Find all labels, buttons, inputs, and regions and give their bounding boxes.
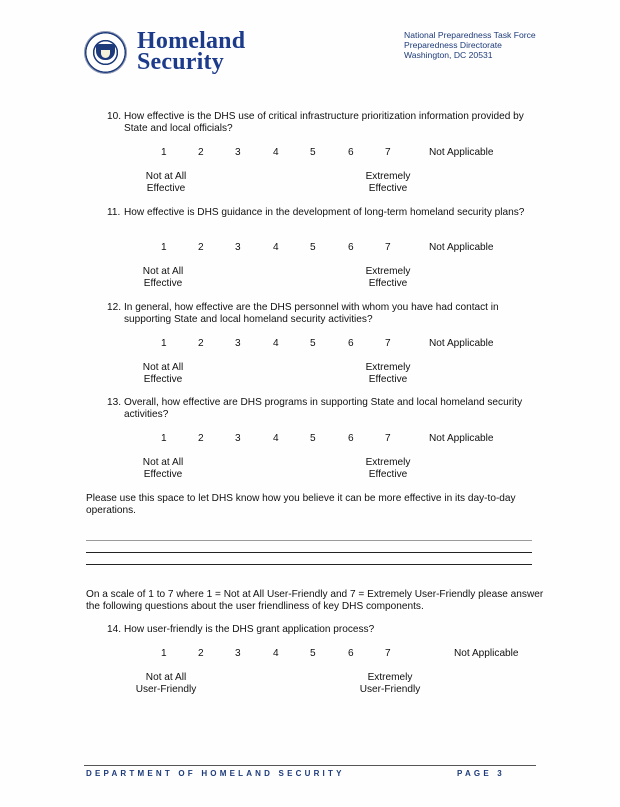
rating-option-4[interactable]: 4 (273, 338, 279, 349)
anchor-line: Effective (143, 278, 183, 289)
feedback-answer-line[interactable] (86, 552, 532, 553)
rating-option-1[interactable]: 1 (161, 433, 167, 444)
rating-option-6[interactable]: 6 (348, 147, 354, 158)
anchor-line: Effective (143, 374, 183, 385)
low-anchor-label (137, 457, 189, 481)
feedback-prompt: Please use this space to let DHS know how you believe it can be more effective in its day-to-day operations. (86, 493, 516, 516)
rating-option-1[interactable]: 1 (161, 147, 167, 158)
high-anchor-label (355, 672, 425, 696)
footer-divider (84, 765, 536, 766)
rating-option-5[interactable]: 5 (310, 338, 316, 349)
rating-option-7[interactable]: 7 (385, 338, 391, 349)
question-text: In general, how effective are the DHS personnel with whom you have had contact in supporting State and local homeland security activities? (124, 302, 499, 325)
rating-option-6[interactable]: 6 (348, 242, 354, 253)
rating-option-1[interactable]: 1 (161, 648, 167, 659)
anchor-line: Extremely (365, 362, 411, 373)
rating-option-6[interactable]: 6 (348, 338, 354, 349)
rating-option-3[interactable]: 3 (235, 147, 241, 158)
address-line: Washington, DC 20531 (404, 50, 493, 60)
rating-option-4[interactable]: 4 (273, 433, 279, 444)
anchor-line: Not at All (142, 362, 184, 373)
anchor-line: Effective (368, 183, 408, 194)
high-anchor-label (361, 266, 415, 290)
question-number: 10. (107, 111, 122, 122)
low-anchor-label (137, 266, 189, 290)
rating-option-3[interactable]: 3 (235, 648, 241, 659)
rating-option-5[interactable]: 5 (310, 147, 316, 158)
address-line: Preparedness Directorate (404, 40, 502, 50)
address-line: National Preparedness Task Force (404, 30, 536, 40)
rating-option-4[interactable]: 4 (273, 242, 279, 253)
anchor-line: Not at All (142, 457, 184, 468)
anchor-line: User-Friendly (135, 684, 197, 695)
anchor-line: Effective (146, 183, 186, 194)
rating-option-4[interactable]: 4 (273, 648, 279, 659)
rating-option-7[interactable]: 7 (385, 433, 391, 444)
dhs-seal-logo (84, 31, 127, 74)
low-anchor-label (137, 362, 189, 386)
office-address (404, 30, 536, 60)
anchor-line: Extremely (365, 266, 411, 277)
anchor-line: User-Friendly (359, 684, 421, 695)
rating-option-6[interactable]: 6 (348, 433, 354, 444)
rating-option-not-applicable[interactable]: Not Applicable (429, 147, 494, 158)
rating-option-not-applicable[interactable]: Not Applicable (429, 338, 494, 349)
anchor-line: Not at All (142, 266, 184, 277)
anchor-line: Not at All (145, 672, 187, 683)
question-10 (107, 111, 547, 135)
rating-option-3[interactable]: 3 (235, 433, 241, 444)
low-anchor-label (131, 672, 201, 696)
feedback-answer-line[interactable] (86, 540, 532, 541)
question-11 (107, 207, 547, 219)
rating-option-not-applicable[interactable]: Not Applicable (429, 433, 494, 444)
rating-option-4[interactable]: 4 (273, 147, 279, 158)
high-anchor-label (361, 171, 415, 195)
anchor-line: Effective (368, 278, 408, 289)
rating-option-not-applicable[interactable]: Not Applicable (429, 242, 494, 253)
question-14 (107, 624, 547, 636)
question-text: Overall, how effective are DHS programs in supporting State and local homeland security activities? (124, 397, 523, 420)
anchor-line: Extremely (365, 171, 411, 182)
brand-line-1: Homeland (137, 28, 246, 54)
anchor-line: Extremely (367, 672, 413, 683)
question-12 (107, 302, 547, 326)
question-text: How effective is DHS guidance in the development of long-term homeland security plans? (124, 207, 525, 218)
question-number: 11. (107, 207, 121, 218)
feedback-answer-line[interactable] (86, 564, 532, 565)
rating-option-1[interactable]: 1 (161, 338, 167, 349)
high-anchor-label (361, 457, 415, 481)
rating-option-2[interactable]: 2 (198, 242, 204, 253)
anchor-line: Extremely (365, 457, 411, 468)
brand-wordmark (137, 28, 246, 75)
anchor-line: Effective (368, 469, 408, 480)
rating-option-1[interactable]: 1 (161, 242, 167, 253)
rating-option-5[interactable]: 5 (310, 242, 316, 253)
rating-option-2[interactable]: 2 (198, 648, 204, 659)
question-number: 14. (107, 624, 122, 635)
rating-option-3[interactable]: 3 (235, 242, 241, 253)
rating-option-7[interactable]: 7 (385, 648, 391, 659)
anchor-line: Effective (143, 469, 183, 480)
anchor-line: Not at All (145, 171, 187, 182)
rating-option-2[interactable]: 2 (198, 433, 204, 444)
question-13 (107, 397, 557, 421)
rating-option-not-applicable[interactable]: Not Applicable (454, 648, 519, 659)
rating-option-5[interactable]: 5 (310, 648, 316, 659)
high-anchor-label (361, 362, 415, 386)
rating-option-5[interactable]: 5 (310, 433, 316, 444)
rating-option-2[interactable]: 2 (198, 147, 204, 158)
low-anchor-label (140, 171, 192, 195)
rating-option-7[interactable]: 7 (385, 147, 391, 158)
footer-page-number: PAGE 3 (457, 769, 505, 778)
user-friendly-intro: On a scale of 1 to 7 where 1 = Not at All User-Friendly and 7 = Extremely User-Friendly please answer the following questions about the user friendliness of key DHS components. (86, 589, 544, 612)
rating-option-6[interactable]: 6 (348, 648, 354, 659)
anchor-line: Effective (368, 374, 408, 385)
question-text: How effective is the DHS use of critical infrastructure prioritization information provided by State and local officials? (124, 111, 524, 134)
rating-option-7[interactable]: 7 (385, 242, 391, 253)
question-number: 12. (107, 302, 122, 313)
footer-department: DEPARTMENT OF HOMELAND SECURITY (86, 769, 345, 778)
rating-option-2[interactable]: 2 (198, 338, 204, 349)
brand-line-2: Security (137, 49, 224, 75)
rating-option-3[interactable]: 3 (235, 338, 241, 349)
question-number: 13. (107, 397, 122, 408)
question-text: How user-friendly is the DHS grant application process? (124, 624, 375, 635)
